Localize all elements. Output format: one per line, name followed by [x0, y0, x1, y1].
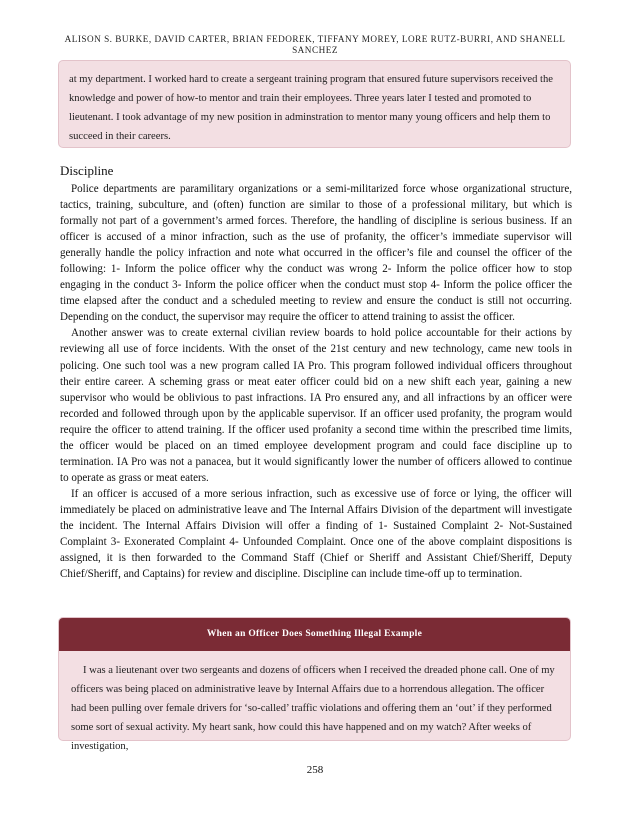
example-box-body [59, 651, 570, 756]
page-number: 258 [306, 764, 324, 776]
discipline-section [60, 162, 572, 582]
example-text: I was a lieutenant over two sergeants and dozens of officers when I received the dreaded phone call. One of my officers was being placed on administrative leave by Internal Affairs due to a horrendous allegation. The officer had been pulling over female drivers for ‘so-called’ traffic violations and offering them an ‘out’ if they performed some sort of sexual activity. My heart sank, how could this have happened and on my watch? After weeks of investigation, [71, 665, 555, 752]
example-box-title: When an Officer Does Something Illegal Example [59, 618, 570, 651]
callout-box-continued [58, 60, 571, 148]
example-box [58, 617, 571, 752]
paragraph-2: Another answer was to create external civilian review boards to hold police accountable for their actions by reviewing all use of force incidents. With the onset of the 21st century and new technology, came new tools in policing. One such tool was a new program called IA Pro. This program followed individual officers throughout their entire career. A scheming grass or meat eater officer could bid on a new shift each year, gaining a new supervisor who would be oblivious to past infractions. IA Pro ensured any, and all infractions by an officer were recorded and followed through upon by the applicable supervisor. If an officer used profanity, the program would require the officer to attend training. If the officer used profanity a second time within the prescribed time limits, the officer would be placed on an timed employee development program and could face discipline up to termination. IA Pro was not a panacea, but it would significantly lower the number of officers allowed to continue to operate as grass or meat eaters. [60, 327, 572, 484]
paragraph-3: If an officer is accused of a more serious infraction, such as excessive use of force or lying, the officer will immediately be placed on administrative leave and The Internal Affairs Division of the department will investigate the incident. The Internal Affairs Division will offer a finding of 1- Sustained Complaint 2- Not-Sustained Complaint 3- Exonerated Complaint 4- Unfounded Complaint. Once one of the above complaint dispositions is assigned, it is then forwarded to the Command Staff (Chief or Sheriff and Assistant Chief/Sheriff, Deputy Chief/Sheriff, and Captains) for review and discipline. Discipline can include time-off up to termination. [60, 487, 572, 581]
section-heading: Discipline [60, 163, 114, 178]
running-head: ALISON S. BURKE, DAVID CARTER, BRIAN FEDOREK, TIFFANY MOREY, LORE RUTZ-BURRI, AND SHANELL SANCHEZ [64, 34, 566, 55]
paragraph-1: Police departments are paramilitary organizations or a semi-militarized force whose organizational structure, tactics, training, subculture, and (often) function are similar to those of a professional military, but which is formally not part of a government’s armed forces. Therefore, the handling of discipline is serious business. If an officer is accused of a minor infraction, such as the use of profanity, the officer’s immediate supervisor will generally handle the policy infraction and note what occurred in the officer’s file and counsel the officer of the following: 1- Inform the police officer why the conduct was wrong 2- Inform the police officer how to stop engaging in the conduct 3- Inform the police officer when the conduct must stop 4- Inform the police officer the time elapsed after the conduct and a scheduled meeting to review and ensure the conduct is still not occurring. Depending on the conduct, the supervisor may require the officer to attend training to assist the officer. [60, 183, 572, 324]
callout-text: at my department. I worked hard to create a sergeant training program that ensured future supervisors received the knowledge and power of how-to mentor and train their employees. Three years later I tested and promoted to lieutenant. I took advantage of my new position in adminstration to mentor many young officers and help them to succeed in their careers. [69, 74, 553, 142]
